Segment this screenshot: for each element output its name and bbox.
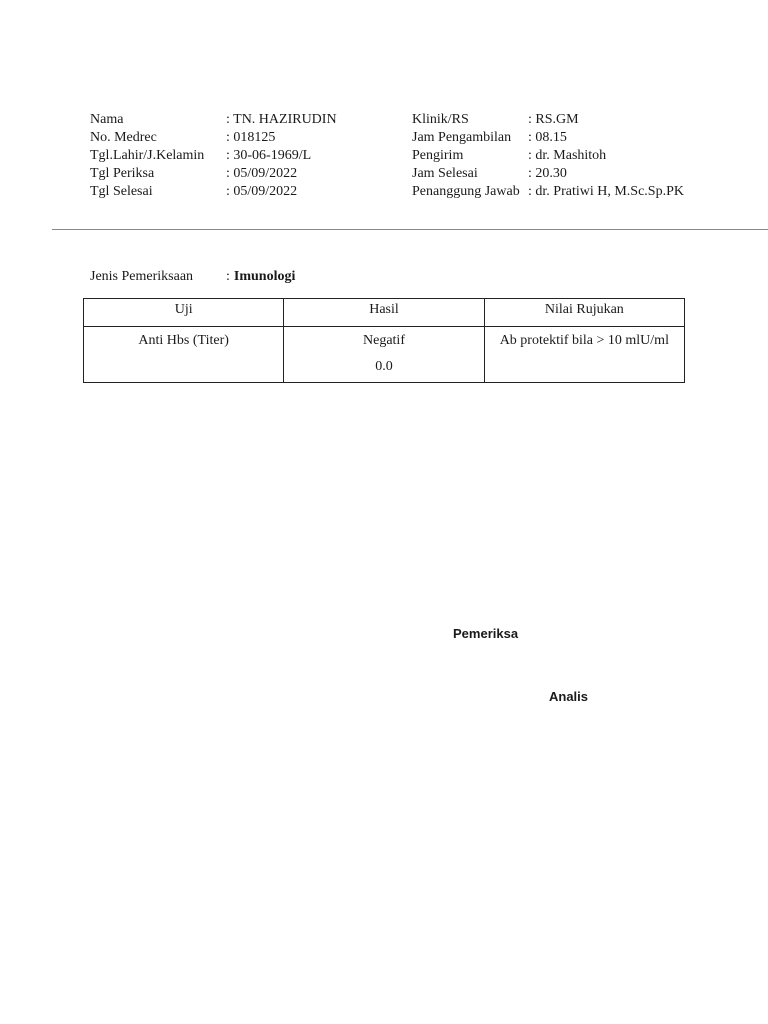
- info-label: Klinik/RS: [412, 112, 469, 127]
- info-label: Pengirim: [412, 148, 464, 163]
- info-row-sampling-time: [412, 129, 684, 147]
- examiner-label: Pemeriksa: [453, 626, 519, 641]
- results-header-row: [84, 299, 685, 327]
- exam-type-label: Jenis Pemeriksaan: [90, 269, 194, 284]
- result-status: Negatif: [363, 333, 405, 348]
- info-value: : 05/09/2022: [226, 166, 298, 181]
- info-label: Jam Selesai: [412, 166, 478, 181]
- info-row-birthdate-gender: [90, 147, 337, 165]
- info-value: : 08.15: [528, 130, 567, 145]
- result-value: 0.0: [375, 359, 393, 374]
- info-value: : 30-06-1969/L: [226, 148, 312, 163]
- info-value: : 20.30: [528, 166, 567, 181]
- info-row-nama: [90, 111, 337, 129]
- info-label: Nama: [90, 112, 124, 127]
- info-label: No. Medrec: [90, 130, 157, 145]
- analyst-label: Analis: [549, 689, 589, 704]
- table-row: [84, 327, 685, 383]
- info-label: Jam Pengambilan: [412, 130, 512, 145]
- results-table: [83, 298, 685, 383]
- info-value: : 018125: [226, 130, 276, 145]
- info-row-medrec: [90, 129, 337, 147]
- info-row-finish-time: [412, 165, 684, 183]
- exam-type-value: Imunologi: [233, 269, 296, 284]
- cell-test: Anti Hbs (Titer): [84, 327, 284, 383]
- info-value: : TN. HAZIRUDIN: [226, 112, 337, 127]
- info-value: : dr. Mashitoh: [528, 148, 607, 163]
- info-row-exam-date: [90, 165, 337, 183]
- info-value: : dr. Pratiwi H, M.Sc.Sp.PK: [528, 184, 684, 199]
- header-reference: Nilai Rujukan: [484, 299, 684, 327]
- cell-result: [284, 327, 484, 383]
- cell-reference: Ab protektif bila > 10 mlU/ml: [484, 327, 684, 383]
- patient-info-left: [90, 111, 337, 201]
- patient-info-right: [412, 111, 684, 201]
- exam-type-separator: :: [226, 269, 230, 284]
- info-row-sender: [412, 147, 684, 165]
- header-divider: [52, 229, 768, 230]
- header-test: Uji: [84, 299, 284, 327]
- info-label: Tgl Periksa: [90, 166, 155, 181]
- info-value: : RS.GM: [528, 112, 579, 127]
- info-label: Tgl Selesai: [90, 184, 153, 199]
- info-value: : 05/09/2022: [226, 184, 298, 199]
- info-row-clinic: [412, 111, 684, 129]
- header-result: Hasil: [284, 299, 484, 327]
- exam-type: [90, 268, 295, 286]
- info-row-finish-date: [90, 183, 337, 201]
- info-label: Penanggung Jawab: [412, 184, 520, 199]
- info-row-responsible: [412, 183, 684, 201]
- info-label: Tgl.Lahir/J.Kelamin: [90, 148, 205, 163]
